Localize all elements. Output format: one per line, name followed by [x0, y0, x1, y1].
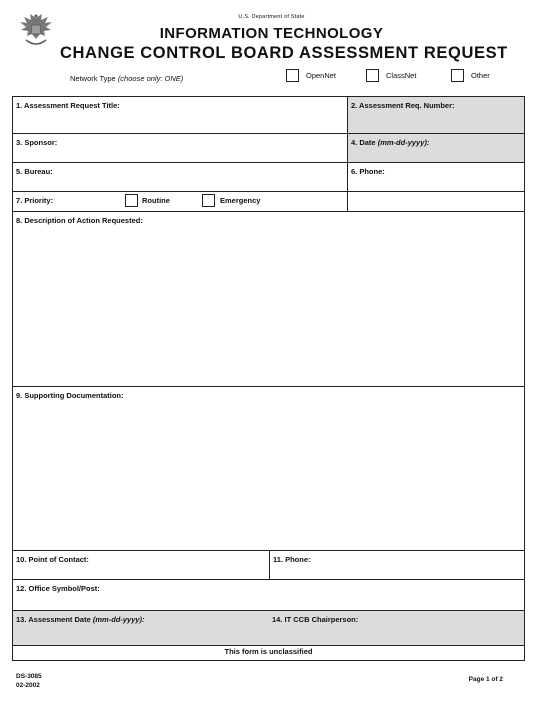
office-symbol-label: 12. Office Symbol/Post:	[16, 584, 100, 593]
classification-text: This form is unclassified	[224, 647, 313, 656]
date-label	[351, 138, 429, 147]
department-name: U.S. Department of State	[238, 14, 305, 20]
point-of-contact-field[interactable]	[13, 551, 269, 579]
classification-row	[13, 646, 524, 660]
routine-label: Routine	[142, 196, 170, 205]
office-symbol-field[interactable]	[13, 580, 524, 611]
row-bureau-phone	[13, 163, 524, 192]
description-field[interactable]	[13, 212, 524, 387]
emergency-checkbox[interactable]	[202, 194, 215, 207]
network-type-label	[70, 74, 183, 83]
other-label: Other	[471, 71, 490, 80]
priority-emergency-option[interactable]	[202, 194, 260, 207]
supporting-docs-label: 9. Supporting Documentation:	[16, 391, 124, 400]
emergency-label: Emergency	[220, 196, 261, 205]
chairperson-field	[269, 611, 524, 645]
assessment-date-field	[13, 611, 269, 645]
contact-phone-field[interactable]	[269, 551, 524, 579]
routine-checkbox[interactable]	[125, 194, 138, 207]
assessment-title-label: 1. Assessment Request Title:	[16, 101, 120, 110]
chairperson-label: 14. IT CCB Chairperson:	[272, 615, 359, 624]
bureau-field[interactable]	[13, 163, 347, 191]
date-label-text: 4. Date	[351, 138, 376, 147]
assessment-title-field[interactable]	[13, 97, 347, 133]
classnet-label: ClassNet	[386, 71, 417, 80]
row-assessment-chair	[13, 611, 524, 646]
opennet-checkbox[interactable]	[286, 69, 299, 82]
assessment-date-hint: (mm-dd-yyyy):	[92, 615, 145, 624]
opennet-label: OpenNet	[306, 71, 337, 80]
network-type-hint: (choose only: ONE)	[117, 74, 184, 83]
sponsor-phone-field[interactable]	[347, 163, 524, 191]
sponsor-field[interactable]	[13, 134, 347, 162]
network-option-opennet[interactable]	[286, 69, 336, 82]
form-number-code: DS-3085	[16, 673, 42, 680]
row-contact-phone	[13, 551, 524, 580]
date-label-hint: (mm-dd-yyyy):	[377, 138, 430, 147]
form-number	[16, 672, 42, 690]
form-title-line1: INFORMATION TECHNOLOGY	[159, 25, 384, 42]
form-number-date: 02-2002	[16, 682, 40, 689]
form-title-line2: CHANGE CONTROL BOARD ASSESSMENT REQUEST	[60, 44, 508, 62]
sponsor-label: 3. Sponsor:	[16, 138, 58, 147]
other-checkbox[interactable]	[451, 69, 464, 82]
bureau-label: 5. Bureau:	[16, 167, 53, 176]
sponsor-phone-label: 6. Phone:	[351, 167, 385, 176]
priority-field	[13, 192, 347, 211]
priority-blank-cell	[347, 192, 524, 211]
priority-routine-option[interactable]	[125, 194, 170, 207]
assessment-date-label	[16, 615, 145, 624]
supporting-docs-field[interactable]	[13, 387, 524, 551]
assessment-number-field	[347, 97, 524, 133]
assessment-form	[12, 96, 525, 661]
row-title-number	[13, 97, 524, 134]
contact-phone-label: 11. Phone:	[273, 555, 311, 564]
row-sponsor-date	[13, 134, 524, 163]
row-priority	[13, 192, 524, 212]
assessment-number-label: 2. Assessment Req. Number:	[351, 101, 455, 110]
classnet-checkbox[interactable]	[366, 69, 379, 82]
assessment-date-label-text: 13. Assessment Date	[16, 615, 91, 624]
network-option-other[interactable]	[451, 69, 490, 82]
priority-label: 7. Priority:	[16, 196, 54, 205]
page-number: Page 1 of 2	[468, 676, 503, 683]
description-label: 8. Description of Action Requested:	[16, 216, 143, 225]
network-type-text: Network Type	[70, 74, 116, 83]
point-of-contact-label: 10. Point of Contact:	[16, 555, 89, 564]
network-option-classnet[interactable]	[366, 69, 416, 82]
date-field	[347, 134, 524, 162]
